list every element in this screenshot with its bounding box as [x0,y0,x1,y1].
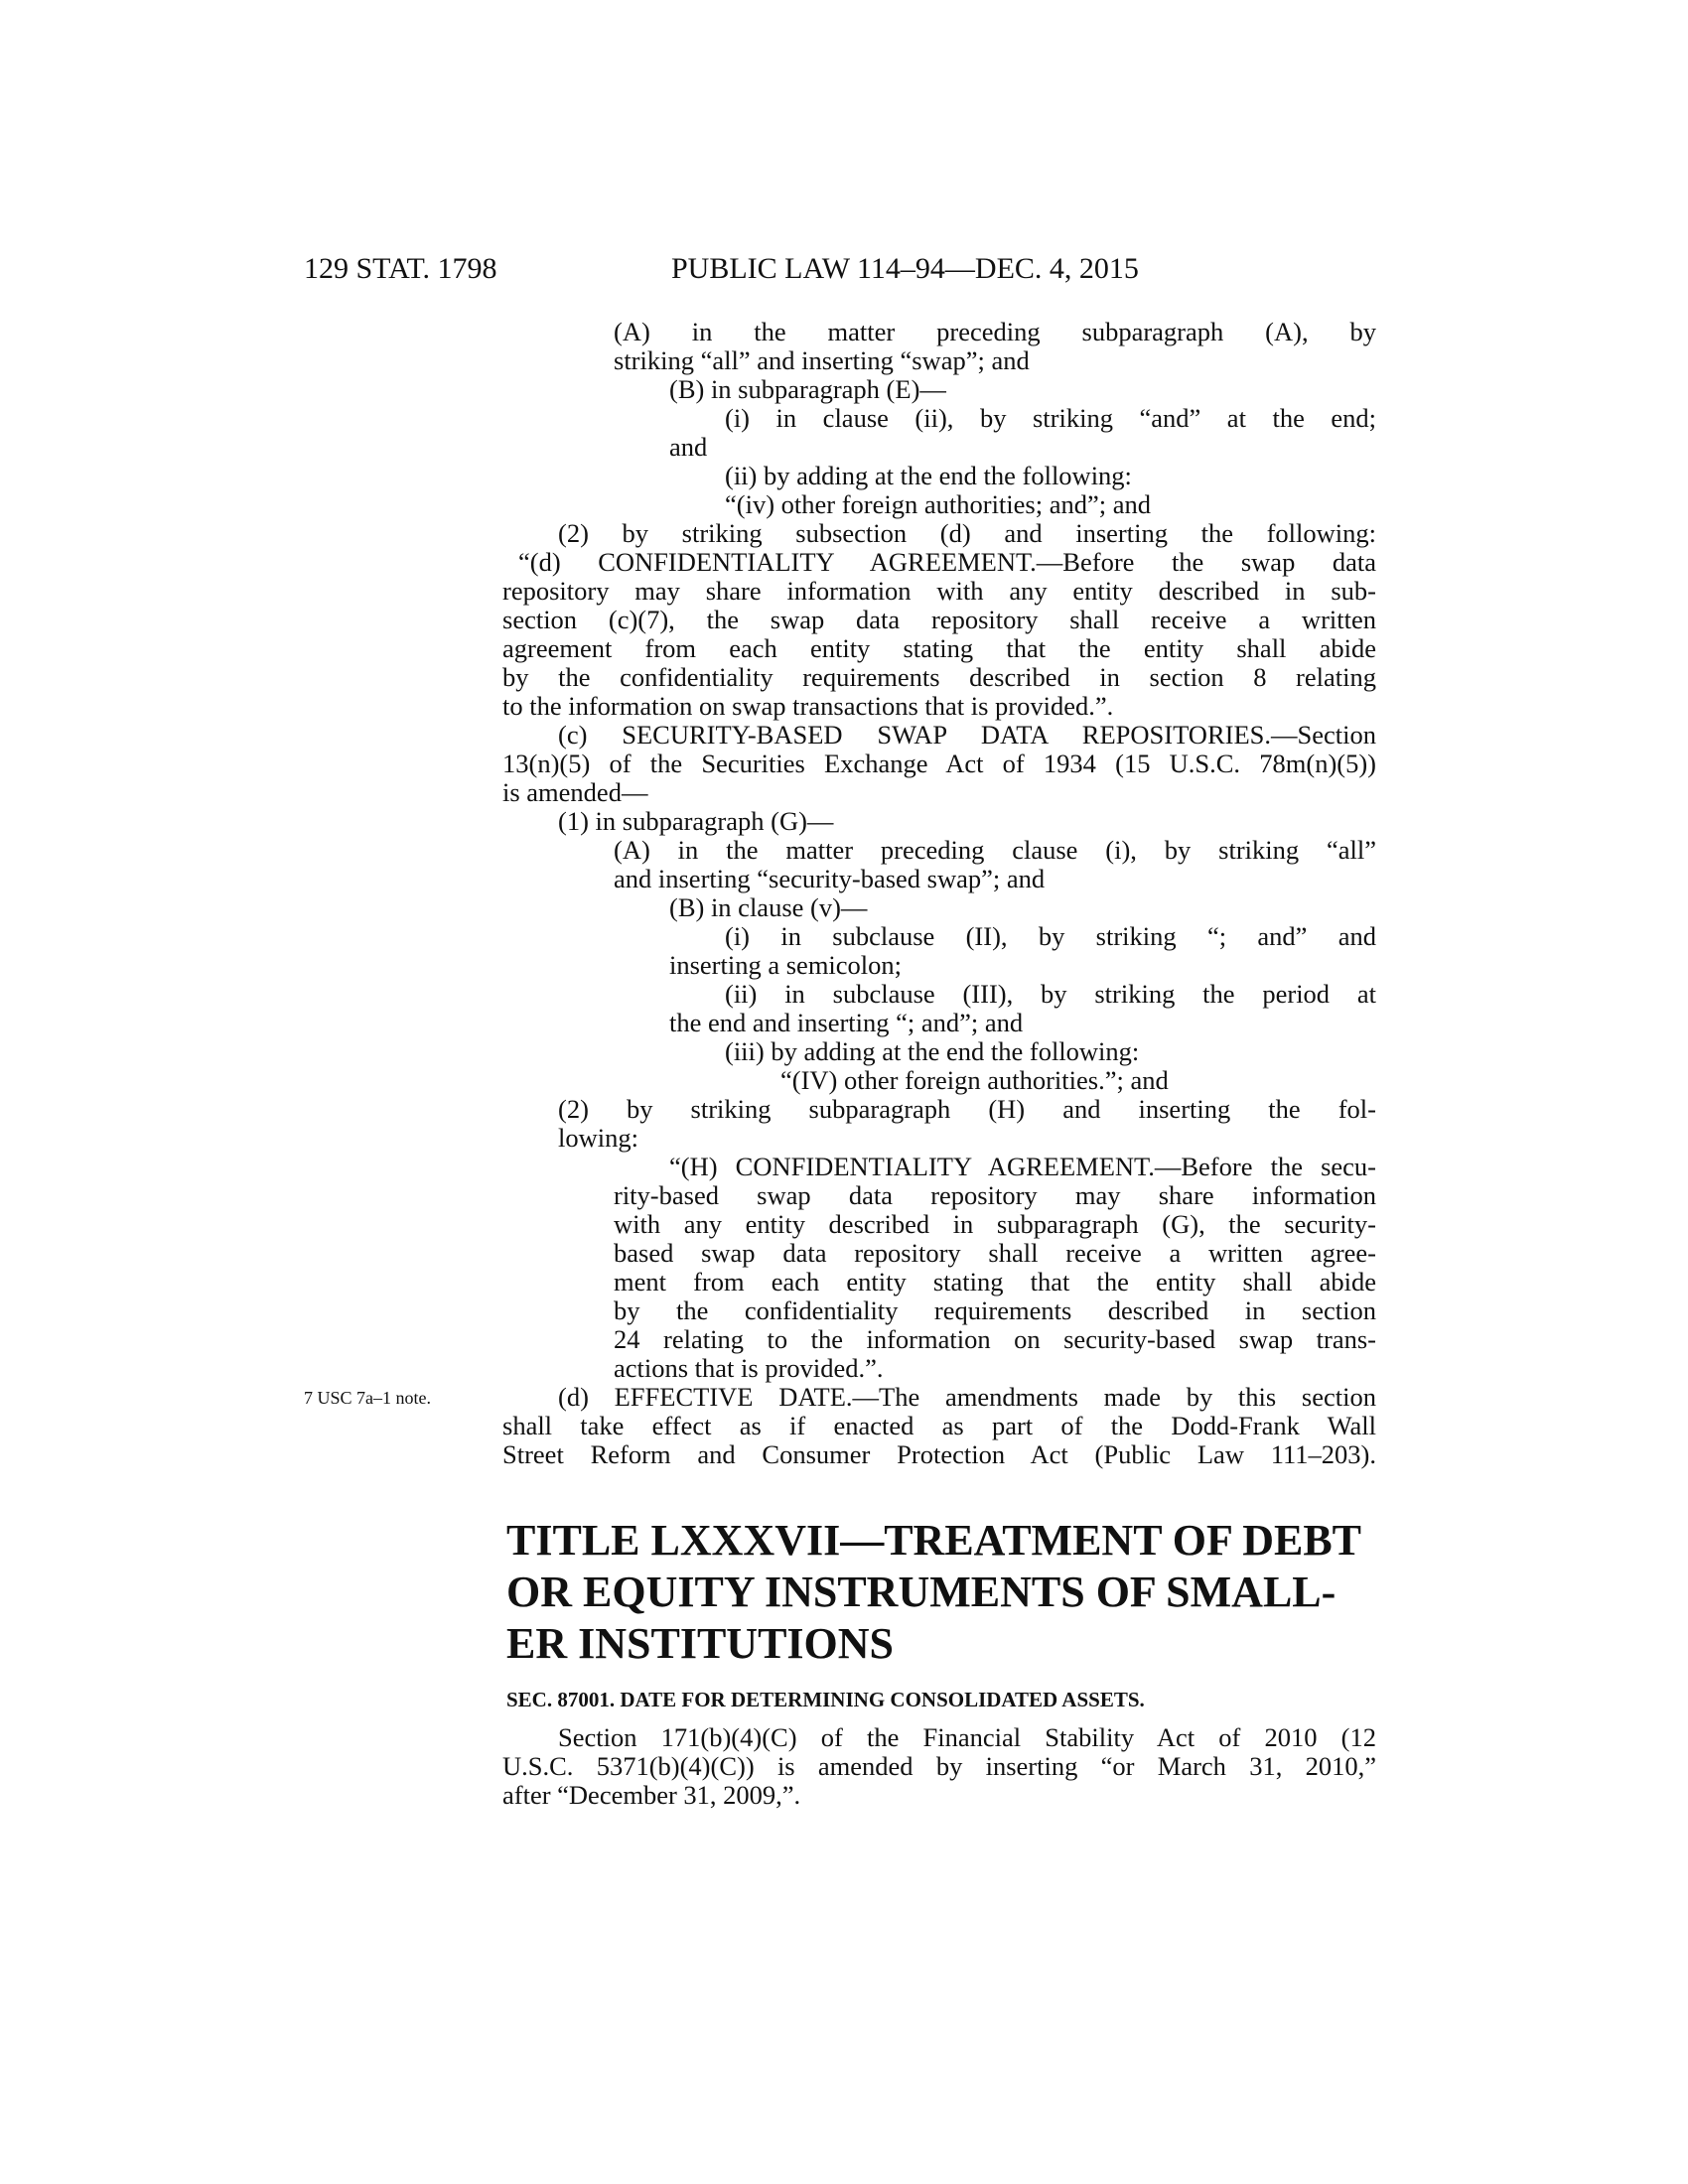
amendment-text [502,318,1376,1469]
text-line: (1) in subparagraph (G)— [558,806,834,836]
text-line: (iii) by adding at the end the following: [725,1036,1140,1066]
text-line: is amended— [502,777,648,807]
text-line: section (c)(7), the swap data repository shall receive a written [502,605,1376,634]
text-line: (B) in clause (v)— [669,892,868,922]
text-line: (2) by striking subparagraph (H) and inserting the fol- [558,1094,1376,1124]
text-line: (2) by striking subsection (d) and inserting the following: [558,518,1376,548]
text-line: U.S.C. 5371(b)(4)(C)) is amended by inserting “or March 31, 2010,” [502,1751,1376,1781]
margin-note: 7 USC 7a–1 note. [304,1388,431,1408]
text-line: based swap data repository shall receive a written agree- [614,1238,1376,1268]
text-line: “(iv) other foreign authorities; and”; and [725,489,1151,519]
text-line: after “December 31, 2009,”. [502,1780,801,1810]
text-line: Section 171(b)(4)(C) of the Financial Stability Act of 2010 (12 [558,1722,1376,1752]
text-line: with any entity described in subparagraph (G), the security- [614,1209,1376,1239]
title-heading [506,1515,1380,1670]
text-line: (B) in subparagraph (E)— [669,374,946,404]
running-header: PUBLIC LAW 114–94—DEC. 4, 2015 [671,252,1139,285]
text-line: to the information on swap transactions that is provided.”. [502,691,1114,721]
text-line: agreement from each entity stating that the entity shall abide [502,633,1376,663]
text-line: ment from each entity stating that the entity shall abide [614,1267,1376,1297]
text-line: (A) in the matter preceding clause (i), by striking “all” [614,835,1376,865]
statute-page-number: 129 STAT. 1798 [304,252,497,285]
text-line: (i) in subclause (II), by striking “; and” and [725,921,1376,951]
text-line: striking “all” and inserting “swap”; and [614,345,1030,375]
text-line: (i) in clause (ii), by striking “and” at the end; [725,403,1376,433]
text-line: inserting a semicolon; [669,950,903,980]
text-line: “(H) CONFIDENTIALITY AGREEMENT.—Before the secu- [669,1152,1376,1181]
text-line: 24 relating to the information on security-based swap trans- [614,1324,1376,1354]
section-text [502,1723,1376,1810]
text-line: (ii) by adding at the end the following: [725,461,1132,490]
text-line: “(IV) other foreign authorities.”; and [780,1065,1169,1095]
section-heading: SEC. 87001. DATE FOR DETERMINING CONSOLIDATED ASSETS. [506,1688,1145,1711]
text-line: by the confidentiality requirements described in section 8 relating [502,662,1376,692]
title-line: ER INSTITUTIONS [506,1619,895,1668]
text-line: (A) in the matter preceding subparagraph (A), by [614,317,1376,346]
title-line: OR EQUITY INSTRUMENTS OF SMALL- [506,1568,1336,1616]
text-line: and inserting “security-based swap”; and [614,864,1046,893]
text-line: (ii) in subclause (III), by striking the period at [725,979,1376,1009]
text-line: repository may share information with any entity described in sub- [502,576,1376,606]
title-line: TITLE LXXXVII—TREATMENT OF DEBT [506,1516,1362,1565]
text-line: and [669,432,708,462]
text-line: shall take effect as if enacted as part of the Dodd-Frank Wall [502,1411,1376,1440]
text-line: by the confidentiality requirements described in section [614,1296,1376,1325]
text-line: (d) EFFECTIVE DATE.—The amendments made by this section [558,1382,1376,1412]
text-line: actions that is provided.”. [614,1353,884,1383]
text-line: 13(n)(5) of the Securities Exchange Act of 1934 (15 U.S.C. 78m(n)(5)) [502,749,1376,778]
text-line: Street Reform and Consumer Protection Act (Public Law 111–203). [502,1439,1376,1469]
text-line: rity-based swap data repository may share information [614,1180,1376,1210]
text-line: lowing: [558,1123,638,1153]
text-line: “(d) CONFIDENTIALITY AGREEMENT.—Before the swap data [518,547,1376,577]
text-line: (c) SECURITY-BASED SWAP DATA REPOSITORIES.—Section [558,720,1376,750]
text-line: the end and inserting “; and”; and [669,1008,1024,1037]
